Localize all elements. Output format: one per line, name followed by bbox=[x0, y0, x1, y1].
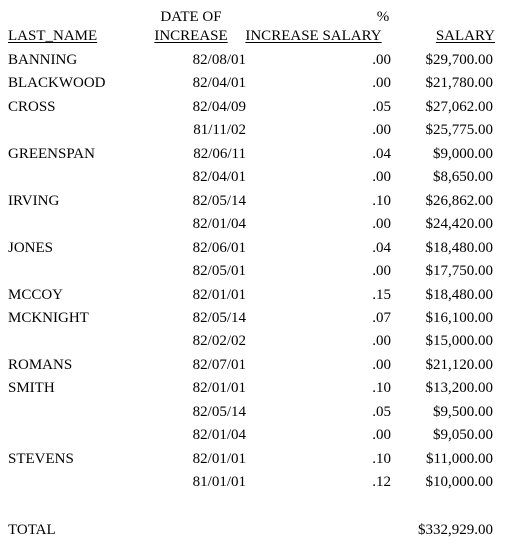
table-row bbox=[0, 473, 505, 491]
last-name-cell: IRVING bbox=[8, 193, 60, 209]
pct-cell: .07 bbox=[372, 310, 391, 326]
salary-cell: $21,120.00 bbox=[425, 357, 493, 373]
pct-cell: .00 bbox=[372, 216, 391, 232]
salary-cell: $21,780.00 bbox=[425, 75, 493, 91]
pct-cell: .00 bbox=[372, 52, 391, 68]
salary-cell: $27,062.00 bbox=[425, 99, 493, 115]
pct-cell: .15 bbox=[372, 287, 391, 303]
pct-cell: .00 bbox=[372, 75, 391, 91]
last-name-cell: ROMANS bbox=[8, 357, 73, 373]
date-cell: 82/05/14 bbox=[192, 310, 246, 326]
last-name-cell: CROSS bbox=[8, 99, 56, 115]
last-name-cell: BANNING bbox=[8, 52, 78, 68]
total-salary: $332,929.00 bbox=[418, 522, 493, 538]
table-row bbox=[0, 145, 505, 163]
header-date-line2: INCREASE bbox=[154, 28, 228, 44]
table-row bbox=[0, 121, 505, 139]
total-row bbox=[0, 521, 505, 539]
date-cell: 82/02/02 bbox=[192, 333, 246, 349]
header-date-line1: DATE OF bbox=[160, 9, 222, 25]
table-row bbox=[0, 98, 505, 116]
table-row bbox=[0, 51, 505, 69]
table-row bbox=[0, 426, 505, 444]
date-cell: 82/01/01 bbox=[192, 380, 246, 396]
pct-cell: .05 bbox=[372, 99, 391, 115]
pct-cell: .10 bbox=[372, 380, 391, 396]
last-name-cell: MCKNIGHT bbox=[8, 310, 89, 326]
header-pct-line1: % bbox=[376, 9, 390, 25]
table-row bbox=[0, 74, 505, 92]
header-row-top bbox=[0, 8, 505, 26]
pct-cell: .04 bbox=[372, 240, 391, 256]
salary-cell: $26,862.00 bbox=[425, 193, 493, 209]
table-row bbox=[0, 168, 505, 186]
table-row bbox=[0, 450, 505, 468]
salary-cell: $9,000.00 bbox=[433, 146, 493, 162]
salary-cell: $25,775.00 bbox=[425, 122, 493, 138]
salary-cell: $18,480.00 bbox=[425, 287, 493, 303]
table-row bbox=[0, 403, 505, 421]
date-cell: 82/04/09 bbox=[192, 99, 246, 115]
last-name-cell: JONES bbox=[8, 240, 54, 256]
date-cell: 81/11/02 bbox=[193, 122, 246, 138]
last-name-cell: SMITH bbox=[8, 380, 55, 396]
last-name-cell: GREENSPAN bbox=[8, 146, 95, 162]
date-cell: 82/08/01 bbox=[192, 52, 246, 68]
salary-cell: $11,000.00 bbox=[426, 451, 493, 467]
table-row bbox=[0, 379, 505, 397]
salary-cell: $18,480.00 bbox=[425, 240, 493, 256]
salary-cell: $16,100.00 bbox=[425, 310, 493, 326]
date-cell: 82/06/11 bbox=[193, 146, 246, 162]
salary-cell: $29,700.00 bbox=[425, 52, 493, 68]
pct-cell: .00 bbox=[372, 333, 391, 349]
table-row bbox=[0, 332, 505, 350]
table-row bbox=[0, 356, 505, 374]
date-cell: 82/01/01 bbox=[192, 451, 246, 467]
header-last-name: LAST_NAME bbox=[8, 28, 98, 44]
salary-cell: $17,750.00 bbox=[425, 263, 493, 279]
salary-cell: $13,200.00 bbox=[425, 380, 493, 396]
date-cell: 82/07/01 bbox=[192, 357, 246, 373]
table-row bbox=[0, 215, 505, 233]
pct-cell: .10 bbox=[372, 451, 391, 467]
pct-cell: .05 bbox=[372, 404, 391, 420]
date-cell: 81/01/01 bbox=[192, 474, 246, 490]
date-cell: 82/06/01 bbox=[192, 240, 246, 256]
date-cell: 82/01/01 bbox=[192, 287, 246, 303]
salary-cell: $10,000.00 bbox=[425, 474, 493, 490]
last-name-cell: BLACKWOOD bbox=[8, 75, 106, 91]
pct-cell: .00 bbox=[372, 357, 391, 373]
salary-cell: $8,650.00 bbox=[433, 169, 493, 185]
salary-cell: $9,500.00 bbox=[433, 404, 493, 420]
pct-cell: .00 bbox=[372, 122, 391, 138]
last-name-cell: STEVENS bbox=[8, 451, 74, 467]
date-cell: 82/01/04 bbox=[192, 216, 246, 232]
table-row bbox=[0, 309, 505, 327]
pct-cell: .00 bbox=[372, 427, 391, 443]
header-row-bottom bbox=[0, 27, 505, 45]
pct-cell: .00 bbox=[372, 263, 391, 279]
pct-cell: .04 bbox=[372, 146, 391, 162]
date-cell: 82/05/01 bbox=[192, 263, 246, 279]
table-row bbox=[0, 192, 505, 210]
header-pct-line2: INCREASE SALARY bbox=[245, 28, 382, 44]
date-cell: 82/04/01 bbox=[192, 75, 246, 91]
date-cell: 82/05/14 bbox=[192, 193, 246, 209]
table-row bbox=[0, 239, 505, 257]
salary-cell: $15,000.00 bbox=[425, 333, 493, 349]
total-label: TOTAL bbox=[8, 522, 56, 538]
header-salary: SALARY bbox=[435, 28, 495, 44]
salary-cell: $9,050.00 bbox=[433, 427, 493, 443]
date-cell: 82/04/01 bbox=[192, 169, 246, 185]
date-cell: 82/01/04 bbox=[192, 427, 246, 443]
last-name-cell: MCCOY bbox=[8, 287, 64, 303]
date-cell: 82/05/14 bbox=[192, 404, 246, 420]
pct-cell: .10 bbox=[372, 193, 391, 209]
pct-cell: .00 bbox=[372, 169, 391, 185]
salary-cell: $24,420.00 bbox=[425, 216, 493, 232]
pct-cell: .12 bbox=[372, 474, 391, 490]
table-row bbox=[0, 286, 505, 304]
table-row bbox=[0, 262, 505, 280]
